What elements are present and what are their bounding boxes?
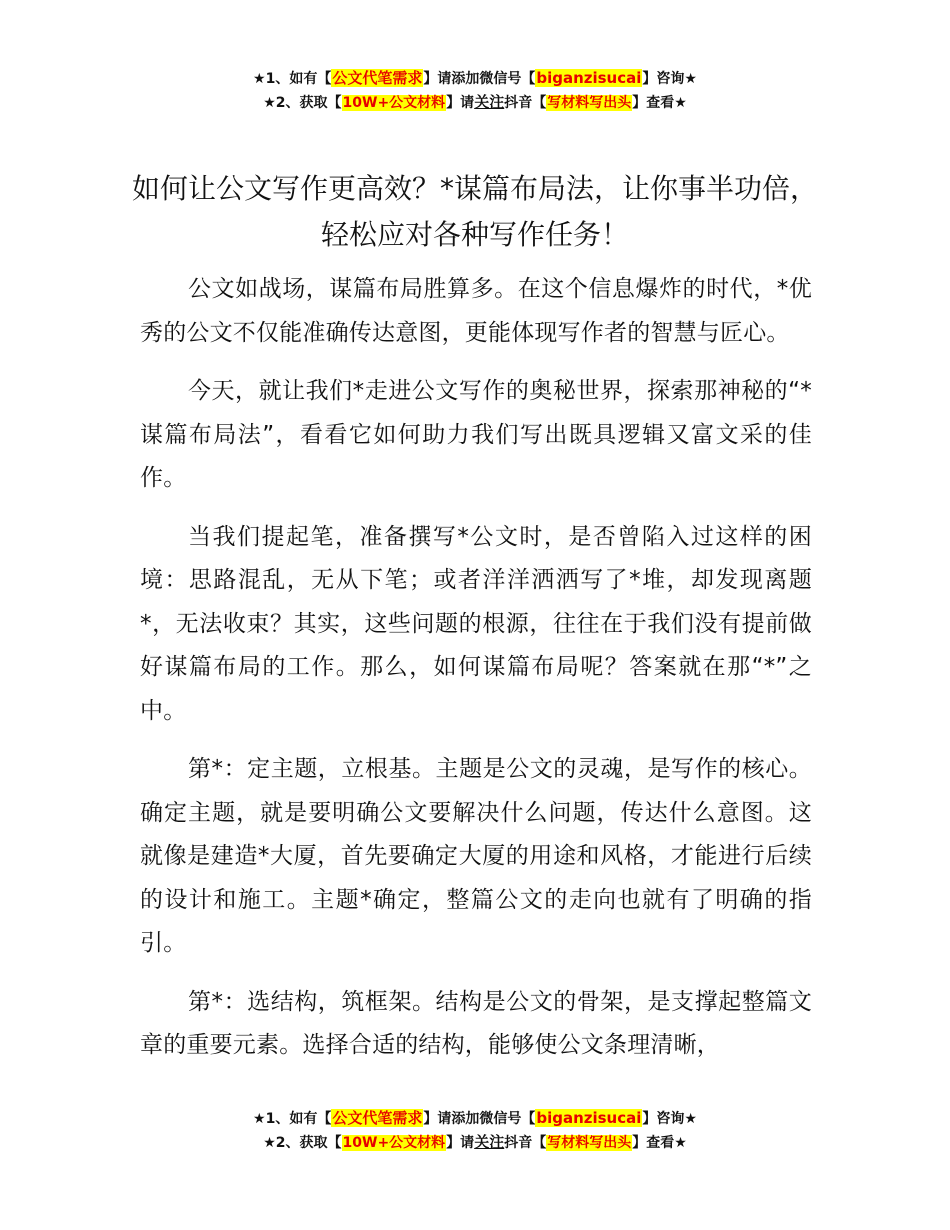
highlight-service: 公文代笔需求 bbox=[332, 69, 423, 87]
banner-text: 抖音【 bbox=[504, 1135, 547, 1151]
highlight-materials: 10W+公文材料 bbox=[342, 95, 446, 111]
banner-text: 】查看★ bbox=[632, 1135, 687, 1151]
highlight-douyin-account: 写材料写出头 bbox=[547, 95, 632, 111]
footer-banner bbox=[0, 1107, 950, 1155]
article-title: 如何让公文写作更高效？*谋篇布局法，让你事半功倍，轻松应对各种写作任务！ bbox=[131, 172, 818, 251]
paragraph: 公文如战场，谋篇布局胜算多。在这个信息爆炸的时代，*优秀的公文不仅能准确传达意图，更能体现写作者的智慧与匠心。 bbox=[140, 276, 812, 346]
banner-text: ★1、如有【 bbox=[253, 71, 332, 87]
banner-text: ★2、获取【 bbox=[263, 1135, 342, 1151]
banner-text: 】查看★ bbox=[632, 95, 687, 111]
banner-text: ★1、如有【 bbox=[253, 1111, 332, 1127]
paragraph: 当我们提起笔，准备撰写*公文时，是否曾陷入过这样的困境：思路混乱，无从下笔；或者洋洋洒洒写了*堆，却发现离题*，无法收束？其实，这些问题的根源，往往在于我们没有提前做好谋篇布局的工作。那么，如何谋篇布局呢？答案就在那“*”之中。 bbox=[140, 523, 812, 724]
banner-line-1 bbox=[0, 1107, 950, 1131]
underlined-follow: 关注 bbox=[474, 93, 505, 111]
underlined-follow: 关注 bbox=[474, 1133, 505, 1151]
banner-text: 】请添加微信号【 bbox=[423, 71, 536, 87]
banner-line-2 bbox=[0, 1131, 950, 1155]
header-banner bbox=[0, 67, 950, 115]
banner-text: 抖音【 bbox=[504, 95, 547, 111]
highlight-wechat-id: biganzisucai bbox=[536, 1109, 642, 1127]
highlight-wechat-id: biganzisucai bbox=[536, 69, 642, 87]
highlight-service: 公文代笔需求 bbox=[332, 1109, 423, 1127]
paragraph: 第*：选结构，筑框架。结构是公文的骨架，是支撑起整篇文章的重要元素。选择合适的结构，能够使公文条理清晰， bbox=[140, 988, 812, 1058]
paragraph: 今天，就让我们*走进公文写作的奥秘世界，探索那神秘的“*谋篇布局法”，看看它如何助力我们写出既具逻辑又富文采的佳作。 bbox=[140, 378, 812, 491]
banner-text: 】咨询★ bbox=[642, 71, 697, 87]
article-body bbox=[140, 268, 812, 1083]
banner-text: ★2、获取【 bbox=[263, 95, 342, 111]
banner-text: 】请 bbox=[446, 1135, 475, 1151]
paragraph: 第*：定主题，立根基。主题是公文的灵魂，是写作的核心。确定主题，就是要明确公文要解决什么问题，传达什么意图。这就像是建造*大厦，首先要确定大厦的用途和风格，才能进行后续的设计和施工。主题*确定，整篇公文的走向也就有了明确的指引。 bbox=[140, 756, 812, 956]
highlight-douyin-account: 写材料写出头 bbox=[547, 1135, 632, 1151]
highlight-materials: 10W+公文材料 bbox=[342, 1135, 446, 1151]
banner-text: 】咨询★ bbox=[642, 1111, 697, 1127]
banner-text: 】请添加微信号【 bbox=[423, 1111, 536, 1127]
banner-line-1 bbox=[0, 67, 950, 91]
banner-text: 】请 bbox=[446, 95, 475, 111]
banner-line-2 bbox=[0, 91, 950, 115]
